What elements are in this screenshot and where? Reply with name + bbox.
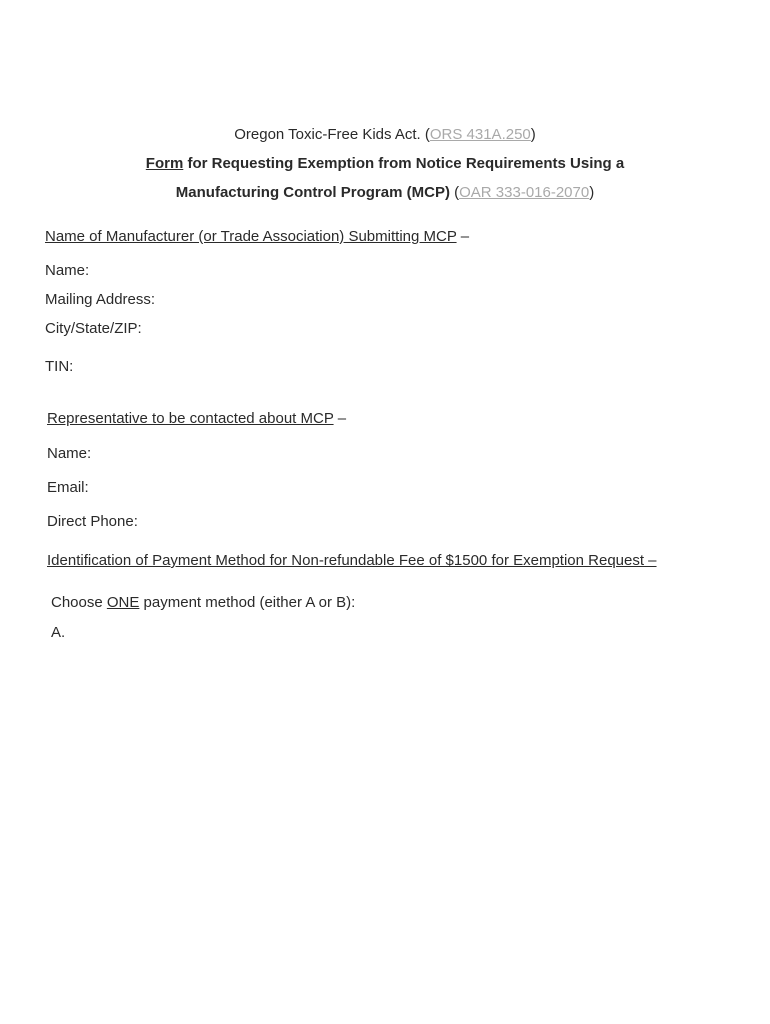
representative-phone-label: Direct Phone: [47, 513, 138, 530]
tin-label: TIN: [45, 358, 74, 375]
oar-reference-link[interactable]: OAR 333-016-2070 [459, 184, 590, 201]
act-close: ) [530, 126, 536, 143]
representative-email-label: Email: [47, 479, 89, 496]
mcp-title: Manufacturing Control Program (MCP) [175, 184, 450, 201]
form-title-rest: for Requesting Exemption from Notice Requirements Using a [183, 155, 625, 172]
act-name: Oregon Toxic-Free Kids Act. ( [234, 126, 430, 143]
ors-reference-link[interactable]: ORS 431A.250 [429, 126, 531, 143]
representative-heading-text: Representative to be contacted about MCP [47, 410, 334, 427]
payment-instruction [51, 593, 355, 613]
choose-suffix: payment method (either A or B): [139, 594, 356, 611]
representative-section-heading [47, 409, 346, 429]
manufacturer-name-label: Name: [45, 262, 90, 279]
rule-close: ) [589, 184, 595, 201]
choose-emphasis: ONE [106, 594, 140, 611]
mailing-address-label: Mailing Address: [45, 291, 156, 308]
form-word: Form [145, 155, 184, 172]
form-title-line-2 [0, 183, 770, 203]
manufacturer-heading-text: Name of Manufacturer (or Trade Association) Submitting MCP [45, 228, 457, 245]
payment-option-a: A. [51, 624, 66, 641]
representative-heading-dash: – [333, 410, 347, 427]
act-title [0, 125, 770, 145]
payment-section-heading [47, 551, 657, 571]
manufacturer-heading-dash: – [456, 228, 470, 245]
city-state-zip-label: City/State/ZIP: [45, 320, 142, 337]
payment-heading-text: Identification of Payment Method for Non-refundable Fee of $1500 for Exemption Request – [47, 552, 657, 569]
rule-open: ( [449, 184, 460, 201]
form-title-line-1 [0, 154, 770, 174]
representative-name-label: Name: [47, 445, 92, 462]
choose-prefix: Choose [51, 594, 107, 611]
manufacturer-section-heading [45, 227, 469, 247]
